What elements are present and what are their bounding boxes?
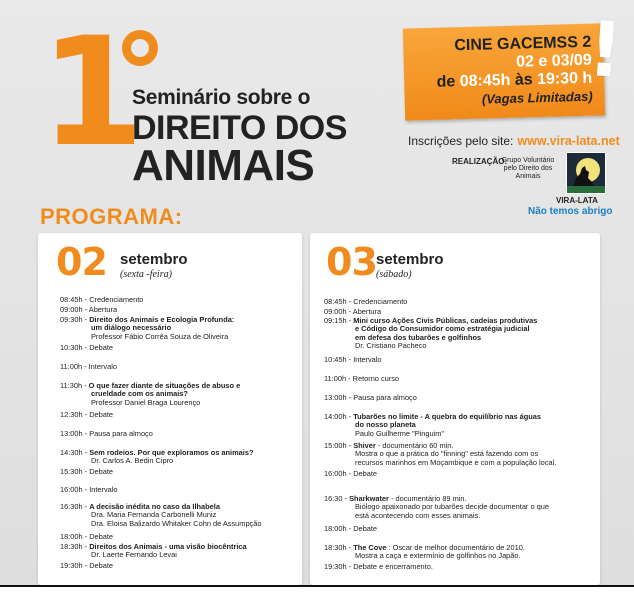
schedule-item (324, 356, 382, 364)
schedule-item-title (60, 533, 113, 541)
schedule-item (60, 562, 113, 570)
day-2-card (310, 233, 600, 585)
day-2-number: 03 (326, 240, 377, 284)
registration-site-link[interactable]: www.vira-lata.net (517, 134, 620, 148)
schedule-item (60, 533, 113, 541)
schedule-text: Direitos dos Animais - uma visão biocêntrica (89, 542, 247, 551)
schedule-item-detail (324, 430, 541, 438)
schedule-time: 12:30h - (60, 410, 90, 419)
schedule-item-title (60, 296, 143, 304)
day-2-weekday: (sábado) (376, 269, 412, 280)
schedule-text: Debate (353, 469, 378, 478)
schedule-item (60, 449, 253, 466)
day-1-weekday: (sexta -feira) (120, 269, 172, 280)
schedule-item-title (60, 411, 113, 419)
schedule-item-title (324, 356, 382, 364)
schedule-item-detail (60, 551, 247, 559)
schedule-text: Professor Daniel Braga Lourenço (91, 397, 201, 407)
schedule-time: 09:15h - (324, 316, 354, 325)
day-1-card (38, 233, 302, 585)
dog-moon-icon (566, 152, 606, 194)
schedule-item-title (60, 363, 117, 371)
schedule-text: Sem rodeios. Por que exploramos os animais? (89, 448, 254, 457)
schedule-text: Debate (89, 410, 114, 419)
schedule-time: 16:30 - (324, 494, 350, 503)
schedule-item (60, 382, 240, 407)
schedule-time: 09:00h - (324, 307, 353, 316)
schedule-item-detail (324, 512, 549, 520)
schedule-text: Credenciamento (353, 297, 408, 306)
schedule-item (324, 544, 525, 561)
schedule-time: 13:00h - (60, 429, 90, 438)
ordinal-indicator (122, 30, 158, 66)
schedule-text: Biólogo apaixonado por tubarões decide documentar o que (355, 502, 549, 512)
schedule-time: 18:30h - (324, 543, 354, 552)
schedule-text: Debate (89, 467, 114, 476)
schedule-text: do nosso planeta (355, 420, 416, 430)
schedule-text: Debate e encerramento. (353, 562, 433, 571)
event-dates: 02 e 03/09 (515, 51, 592, 71)
schedule-item (324, 298, 407, 306)
schedule-text: crueldade com os animais? (91, 389, 188, 399)
schedule-text: Intervalo (89, 485, 118, 494)
schedule-text: e Código do Consumidor como estratégia judicial (355, 324, 530, 334)
schedule-text: Shiver - documentário 60 min. (353, 441, 454, 450)
schedule-time: 15:30h - (60, 467, 90, 476)
organizer-label: REALIZAÇÃO: (452, 157, 508, 166)
registration-info (408, 134, 620, 148)
schedule-text: Mostra a caça e extermínio de golfinhos no Japão. (355, 551, 521, 561)
day-2-schedule (324, 298, 596, 583)
time-end: 19:30 h (536, 69, 593, 89)
schedule-time: 09:30h - (60, 315, 90, 324)
schedule-time: 11:00h - (324, 374, 353, 383)
schedule-item-detail (324, 342, 537, 350)
schedule-item (60, 344, 113, 352)
schedule-item-title (324, 470, 377, 478)
day-1-schedule (60, 296, 300, 581)
schedule-text: Paulo Guilherme "Pinguim" (355, 428, 445, 438)
time-prefix: de (436, 73, 460, 91)
schedule-time: 16:00h - (324, 469, 354, 478)
schedule-item-title (324, 298, 407, 306)
schedule-text: Intervalo (88, 362, 117, 371)
logo-wordmark: VIRA-LATA (556, 196, 598, 205)
schedule-text: Sharkwater - documentário 89 min. (349, 494, 467, 503)
schedule-item-title (324, 525, 377, 533)
title-line-animais: ANIMAIS (132, 141, 315, 190)
schedule-text: Abertura (88, 305, 118, 314)
schedule-item-title (60, 486, 118, 494)
schedule-item (60, 316, 234, 341)
schedule-text: Pausa para almoço (89, 429, 153, 438)
day-1-month: setembro (120, 251, 188, 268)
schedule-item (324, 317, 537, 351)
schedule-time: 19:30h - (60, 561, 90, 570)
schedule-time: 14:00h - (324, 412, 354, 421)
schedule-item (324, 413, 541, 438)
schedule-item-detail (60, 333, 234, 341)
schedule-time: 09:00h - (60, 305, 89, 314)
big-number-one: 1 (40, 6, 139, 180)
schedule-text: Pausa para almoço (353, 393, 417, 402)
bottom-margin (0, 587, 634, 600)
schedule-item (324, 495, 549, 520)
schedule-item-title (60, 562, 113, 570)
schedule-time: 08:45h - (324, 297, 354, 306)
schedule-item (324, 394, 417, 402)
organizer-group-name: Grupo Voluntário pelo Direito dos Animais (501, 157, 555, 180)
schedule-text: Debate (353, 524, 378, 533)
schedule-time: 19:30h - (324, 562, 354, 571)
day-1-number: 02 (56, 240, 107, 284)
schedule-text: Debate (89, 561, 114, 570)
schedule-time: 08:45h - (60, 295, 90, 304)
schedule-item (324, 375, 399, 383)
schedule-text: Dr. Cristiano Pacheco (355, 341, 427, 351)
schedule-text: The Cove : Oscar de melhor documentário de 2010. (353, 543, 525, 552)
organizer-slogan: Não temos abrigo (528, 206, 613, 217)
schedule-text: um diálogo necessário (91, 323, 172, 333)
schedule-item (324, 525, 377, 533)
schedule-time: 11:00h - (60, 362, 89, 371)
schedule-item-detail (324, 459, 556, 467)
schedule-time: 13:00h - (324, 393, 354, 402)
schedule-text: Dra. Eloisa Balizardo Whitaker Cohn de Assumpção (91, 518, 262, 528)
title-line-direito: DIREITO DOS (132, 109, 347, 147)
schedule-text: Dra. Maria Fernanda Carbonelli Muniz (91, 510, 217, 520)
schedule-text: Debate (89, 343, 114, 352)
day-2-month: setembro (376, 251, 444, 268)
schedule-item (324, 563, 433, 571)
schedule-time: 18:00h - (60, 532, 90, 541)
schedule-text: A decisão inédita no caso da Ilhabela (89, 502, 220, 511)
schedule-text: Professor Fábio Corrêa Souza de Oliveira (91, 331, 229, 341)
schedule-time: 16:30h - (60, 502, 90, 511)
schedule-text: O que fazer diante de situações de abuso e (88, 381, 241, 390)
program-heading: PROGRAMA: (40, 204, 183, 229)
schedule-text: Retorno curso (352, 374, 400, 383)
schedule-item (60, 306, 117, 314)
schedule-item (60, 296, 143, 304)
event-info-box (403, 23, 605, 120)
schedule-text: Intervalo (353, 355, 382, 364)
vira-lata-logo (566, 152, 606, 194)
schedule-time: 18:30h - (60, 542, 90, 551)
schedule-text: Direito dos Animais e Ecologia Profunda: (89, 315, 235, 324)
schedule-item (60, 468, 113, 476)
schedule-time: 16:00h - (60, 485, 90, 494)
schedule-item (60, 486, 118, 494)
schedule-text: Abertura (352, 307, 382, 316)
schedule-item-title (60, 468, 113, 476)
schedule-text: Credenciamento (89, 295, 144, 304)
schedule-item (324, 442, 556, 467)
schedule-time: 10:30h - (60, 343, 90, 352)
schedule-item-title (60, 430, 153, 438)
schedule-time: 18:00h - (324, 524, 354, 533)
schedule-text: Dr. Laerte Fernando Levai (91, 550, 177, 560)
schedule-item (324, 470, 377, 478)
schedule-item (60, 503, 261, 528)
schedule-item-detail (60, 399, 240, 407)
schedule-item-title (324, 563, 433, 571)
registration-label: Inscrições pelo site: (408, 134, 514, 148)
schedule-text: Mini curso Ações Civis Públicas, cadeias produtivas (353, 316, 538, 325)
seminar-subtitle: Seminário sobre o (132, 86, 311, 109)
schedule-time: 15:00h - (324, 441, 354, 450)
schedule-time: 11:30h - (60, 381, 89, 390)
schedule-text: Mostra o que a prática do "finning" está fazendo com os (355, 449, 539, 459)
schedule-item-title (60, 344, 113, 352)
schedule-text: Debate (89, 532, 114, 541)
time-separator: às (510, 71, 538, 89)
schedule-item-detail (60, 520, 261, 528)
schedule-item-detail (60, 457, 253, 465)
schedule-item-title (324, 375, 399, 383)
schedule-item (60, 543, 247, 560)
schedule-item-title (60, 306, 117, 314)
schedule-item (60, 411, 113, 419)
schedule-text: recursos marinhos em Moçambique e com a população local. (355, 457, 557, 467)
limited-seats-note: (Vagas Limitadas) (481, 88, 593, 107)
schedule-item (60, 363, 117, 371)
exclamation-mark: ! (584, 3, 626, 96)
schedule-text: está acontecendo com esses animais. (355, 510, 481, 520)
schedule-item (60, 430, 153, 438)
schedule-text: Dr. Carlos A. Bedin Cipro (91, 456, 174, 466)
schedule-time: 10:45h - (324, 355, 354, 364)
schedule-text: em defesa dos tubarões e golfinhos (355, 332, 482, 342)
venue-name: CINE GACEMSS 2 (454, 33, 592, 55)
schedule-item-detail (324, 552, 525, 560)
schedule-item-title (324, 394, 417, 402)
time-start: 08:45h (459, 71, 511, 91)
schedule-text: Tubarões no limite - A quebra do equilíbrio nas águas (353, 412, 541, 421)
schedule-time: 14:30h - (60, 448, 90, 457)
